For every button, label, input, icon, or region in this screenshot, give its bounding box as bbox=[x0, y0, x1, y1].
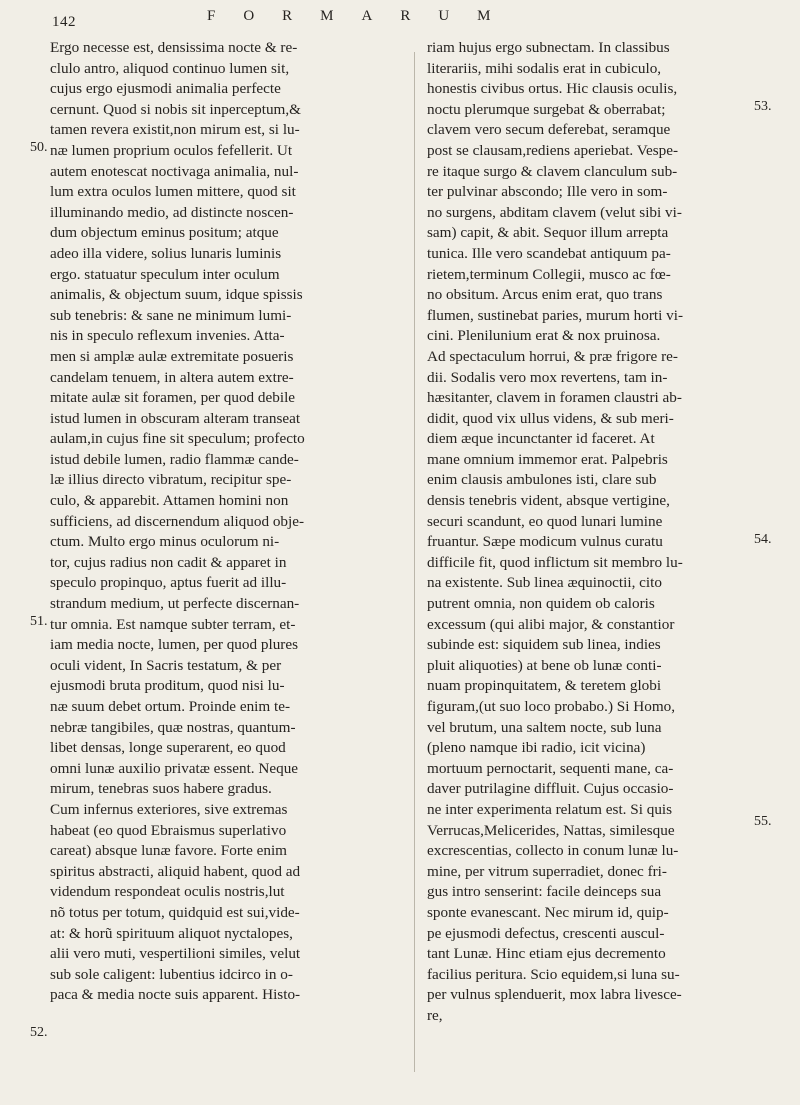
right-column-line: mane omnium immemor erat. Palpebris bbox=[427, 450, 668, 468]
right-column-line: tant Lunæ. Hinc etiam ejus decremento bbox=[427, 945, 666, 963]
right-column-line: honestis civibus ortus. Hic clausis oculis, bbox=[427, 80, 678, 98]
left-column bbox=[50, 38, 375, 1006]
right-column-line: subinde est: siquidem sub linea, indies bbox=[427, 636, 661, 654]
right-column-line: na existente. Sub linea æquinoctii, cito bbox=[427, 574, 662, 592]
left-column-line: paca & media nocte suis apparent. Histo- bbox=[50, 986, 301, 1004]
right-column-line: clavem vero secum deferebat, seramque bbox=[427, 121, 671, 139]
right-column-line: sponte evanescant. Nec mirum id, quip- bbox=[427, 903, 669, 921]
left-column-line: clulo antro, aliquod continuo lumen sit, bbox=[50, 59, 290, 77]
margin-number-52: 52. bbox=[30, 1025, 48, 1040]
right-column-line: Ad spectaculum horrui, & præ frigore re- bbox=[427, 347, 678, 365]
right-column-line: hæsitanter, clavem in foramen claustri ab- bbox=[427, 389, 682, 407]
left-column-line: mirum, tenebras suos habere gradus. bbox=[50, 780, 272, 798]
right-column-line: vel brutum, una saltem nocte, sub luna bbox=[427, 718, 662, 736]
right-column-line: mine, per vitrum superradiet, donec fri- bbox=[427, 862, 667, 880]
left-column-line: nis in speculo reflexum invenies. Atta- bbox=[50, 327, 285, 345]
left-column-line: tor, cujus radius non cadit & apparet in bbox=[50, 553, 287, 571]
left-column-line: culo, & apparebit. Attamen homini non bbox=[50, 492, 289, 510]
left-column-line: oculi vident, In Sacris testatum, & per bbox=[50, 656, 282, 674]
right-column-line: no surgens, abditam clavem (velut sibi vi- bbox=[427, 203, 682, 221]
left-column-line: omni lunæ auxilio privatæ essent. Neque bbox=[50, 759, 299, 777]
running-title: FORMARUM bbox=[207, 8, 519, 24]
right-column-line: tunica. Ille vero scandebat antiquum pa- bbox=[427, 244, 671, 262]
left-column-line: tur omnia. Est namque subter terram, et- bbox=[50, 615, 296, 633]
left-column-line: autem enotescat noctivaga animalia, nul- bbox=[50, 162, 299, 180]
left-column-line: sub sole caligent: lubentius idcirco in o- bbox=[50, 965, 293, 983]
left-column-line: nõ totus per totum, quidquid est sui,vide- bbox=[50, 903, 300, 921]
right-column-line: literariis, mihi sodalis erat in cubiculo, bbox=[427, 59, 662, 77]
right-column-line: re, bbox=[427, 1006, 443, 1024]
left-column-line: aulam,in cujus fine sit speculum; profecto bbox=[50, 430, 305, 448]
right-column-line: (pleno namque ibi radio, icit vicina) bbox=[427, 739, 646, 757]
left-column-line: habeat (eo quod Ebraismus superlativo bbox=[50, 821, 287, 839]
right-column-line: ne inter experimenta relatum est. Si quis bbox=[427, 800, 673, 818]
left-column-line: læ illius directo vibratum, recipitur spe- bbox=[50, 471, 292, 489]
right-column-line: excessum (qui alibi major, & constantior bbox=[427, 615, 675, 633]
left-column-line: spiritus abstracti, aliquid habent, quod ad bbox=[50, 862, 301, 880]
left-column-line: cernunt. Quod si nobis sit inperceptum,& bbox=[50, 100, 301, 118]
left-column-line: næ lumen proprium oculos fefellerit. Ut bbox=[50, 141, 293, 159]
right-column-line: cini. Plenilunium erat & nox pruinosa. bbox=[427, 327, 661, 345]
right-column-line: mortuum pernoctarit, sequenti mane, ca- bbox=[427, 759, 674, 777]
right-column-line: nuam propinquitatem, & teretem globi bbox=[427, 677, 662, 695]
right-column-line: daver putrilagine diffluit. Cujus occasio- bbox=[427, 780, 674, 798]
right-column-line: didit, quod vix ullus videns, & sub meri- bbox=[427, 409, 674, 427]
right-column-line: excrescentias, collecto in conum lunæ lu- bbox=[427, 842, 679, 860]
left-column-line: candelam tenuem, in altera autem extre- bbox=[50, 368, 294, 386]
left-column-line: cujus ergo ejusmodi animalia perfecte bbox=[50, 80, 281, 98]
right-column-line: diem æque incunctanter id faceret. At bbox=[427, 430, 655, 448]
left-column-line: istud lumen in obscuram alteram transeat bbox=[50, 409, 301, 427]
left-column-line: adeo illa videre, solius lunaris luminis bbox=[50, 244, 282, 262]
left-column-line: lum extra oculos lumen mittere, quod sit bbox=[50, 183, 296, 201]
right-column-line: sam) capit, & abit. Sequor illum arrepta bbox=[427, 224, 669, 242]
right-column-line: densis tenebris vident, absque vertigine, bbox=[427, 492, 670, 510]
right-column-line: enim clausis ambulones isti, clare sub bbox=[427, 471, 657, 489]
margin-number-51: 51. bbox=[30, 614, 48, 629]
left-column-line: mitate aulæ sit foramen, per quod debile bbox=[50, 389, 296, 407]
left-column-line: videndum respondeat oculis nostris,lut bbox=[50, 883, 285, 901]
left-column-line: istud debile lumen, radio flammæ cande- bbox=[50, 450, 299, 468]
left-column-line: Cum infernus exteriores, sive extremas bbox=[50, 800, 288, 818]
left-column-line: illuminando medio, ad distincte noscen- bbox=[50, 203, 294, 221]
column-divider bbox=[414, 52, 415, 1072]
right-column-line: flumen, sustinebat paries, murum horti vi- bbox=[427, 306, 684, 324]
right-column-line: pluit aliquoties) at bene ob lunæ conti- bbox=[427, 656, 662, 674]
right-column-line: no obsitum. Arcus enim erat, quo trans bbox=[427, 286, 663, 304]
margin-number-55: 55. bbox=[754, 814, 772, 829]
left-column-line: nebræ tangibiles, quæ nostras, quantum- bbox=[50, 718, 296, 736]
right-column-line: putrent omnia, non quidem ob caloris bbox=[427, 595, 655, 613]
left-column-line: ejusmodi bruta proditum, quod nisi lu- bbox=[50, 677, 285, 695]
right-column-line: facilius peritura. Scio equidem,si luna su- bbox=[427, 965, 680, 983]
right-column-line: riam hujus ergo subnectam. In classibus bbox=[427, 39, 670, 56]
left-column-line: alii vero muti, vespertilioni similes, velut bbox=[50, 945, 301, 963]
right-column-line: per vulnus splenduerit, mox labra livesce- bbox=[427, 986, 682, 1004]
left-column-line: sufficiens, ad discernendum aliquod obje- bbox=[50, 512, 305, 530]
left-column-line: næ suum debet ortum. Proinde enim te- bbox=[50, 698, 291, 715]
left-column-line: careat) absque lunæ favore. Forte enim bbox=[50, 842, 288, 860]
left-column-line: at: & horũ spirituum aliquot nyctalopes, bbox=[50, 924, 293, 942]
right-column-line: rietem,terminum Collegii, musco ac fœ- bbox=[427, 265, 671, 283]
right-column bbox=[427, 38, 749, 1027]
left-column-line: sub tenebris: & sane ne minimum lumi- bbox=[50, 306, 292, 324]
left-column-line: tamen revera existit,non mirum est, si lu- bbox=[50, 121, 300, 139]
left-column-line: dum objectum eminus positum; atque bbox=[50, 224, 279, 242]
right-column-line: post se clausam,rediens aperiebat. Vespe- bbox=[427, 141, 679, 159]
right-column-line: figuram,(ut suo loco probabo.) Si Homo, bbox=[427, 698, 676, 715]
right-column-line: fruantur. Sæpe modicum vulnus curatu bbox=[427, 533, 663, 551]
right-column-line: pe ejusmodi defectus, crescenti auscul- bbox=[427, 924, 665, 942]
left-column-line: speculo propinquo, aptus fuerit ad illu- bbox=[50, 574, 287, 592]
right-column-line: Verrucas,Melicerides, Nattas, similesque bbox=[427, 821, 675, 839]
right-column-line: re itaque surgo & clavem clanculum sub- bbox=[427, 162, 678, 180]
right-column-line: securi scandunt, eo quod lunari lumine bbox=[427, 512, 663, 530]
left-column-line: Ergo necesse est, densissima nocte & re- bbox=[50, 39, 298, 56]
left-column-line: iam media nocte, lumen, per quod plures bbox=[50, 636, 298, 654]
right-column-line: gus intro senserint: facile deinceps sua bbox=[427, 883, 662, 901]
left-column-line: ctum. Multo ergo minus oculorum ni- bbox=[50, 533, 280, 551]
right-column-line: noctu plerumque surgebat & oberrabat; bbox=[427, 100, 666, 118]
margin-number-50: 50. bbox=[30, 140, 48, 155]
page-number: 142 bbox=[52, 14, 76, 30]
left-column-line: ergo. statuatur speculum inter oculum bbox=[50, 265, 280, 283]
margin-number-54: 54. bbox=[754, 532, 772, 547]
left-column-line: animalis, & objectum suum, idque spissis bbox=[50, 286, 303, 304]
right-column-line: dii. Sodalis vero mox revertens, tam in- bbox=[427, 368, 668, 386]
left-column-line: men si amplæ aulæ extremitate posueris bbox=[50, 347, 294, 365]
left-column-line: libet densas, longe superarent, eo quod bbox=[50, 739, 286, 757]
right-column-line: ter pulvinar abscondo; Ille vero in som- bbox=[427, 183, 668, 201]
margin-number-53: 53. bbox=[754, 99, 772, 114]
right-column-line: difficile fit, quod inflictum sit membro lu- bbox=[427, 553, 683, 571]
left-column-line: strandum medium, ut perfecte discernan- bbox=[50, 595, 300, 613]
